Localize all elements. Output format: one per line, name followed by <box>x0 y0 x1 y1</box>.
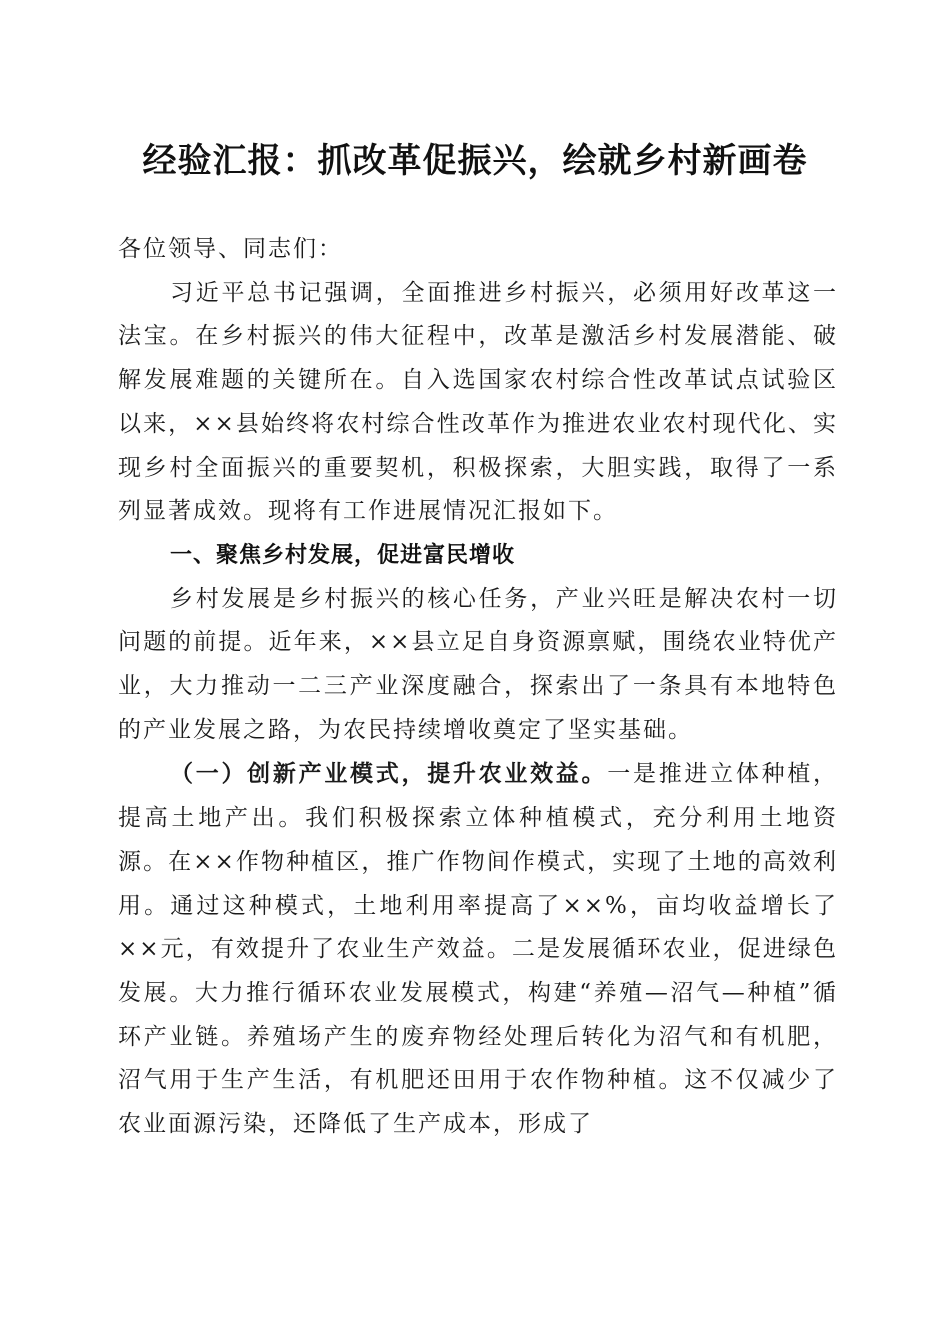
salutation: 各位领导、同志们： <box>118 236 343 262</box>
subsection-heading: （一）创新产业模式，提升农业效益。 <box>170 760 608 788</box>
intro-paragraph: 习近平总书记强调，全面推进乡村振兴，必须用好改革这一法宝。在乡村振兴的伟大征程中，改革是激活乡村发展潜能、破解发展难题的关键所在。自入选国家农村综合性改革试点试验区以来，××县始终将农村综合性改革作为推进农业农村现代化、实现乡村全面振兴的重要契机，积极探索，大胆实践，取得了一系列显著成效。现将有工作进展情况汇报如下。 <box>118 279 838 525</box>
section-heading: 一、聚焦乡村发展，促进富民增收 <box>170 542 516 568</box>
section-paragraph: 乡村发展是乡村振兴的核心任务，产业兴旺是解决农村一切问题的前提。近年来，××县立足自身资源禀赋，围绕农业特优产业，大力推动一二三产业深度融合，探索出了一条具有本地特色的产业发展之路，为农民持续增收奠定了坚实基础。 <box>118 585 838 743</box>
document-title: 经验汇报：抓改革促振兴，绘就乡村新画卷 <box>142 141 808 181</box>
subsection-text: 一是推进立体种植，提高土地产出。我们积极探索立体种植模式，充分利用土地资源。在××作物种植区，推广作物间作模式，实现了土地的高效利用。通过这种模式，土地利用率提高了××%，亩均收益增长了××元，有效提升了农业生产效益。二是发展循环农业，促进绿色发展。大力推行循环农业发展模式，构建“养殖—沼气—种植”循环产业链。养殖场产生的废弃物经处理后转化为沼气和有机肥，沼气用于生产生活，有机肥还田用于农作物种植。这不仅减少了农业面源污染，还降低了生产成本，形成了 <box>118 761 839 1138</box>
document-body <box>118 228 838 1147</box>
subsection-paragraph <box>118 752 838 1146</box>
